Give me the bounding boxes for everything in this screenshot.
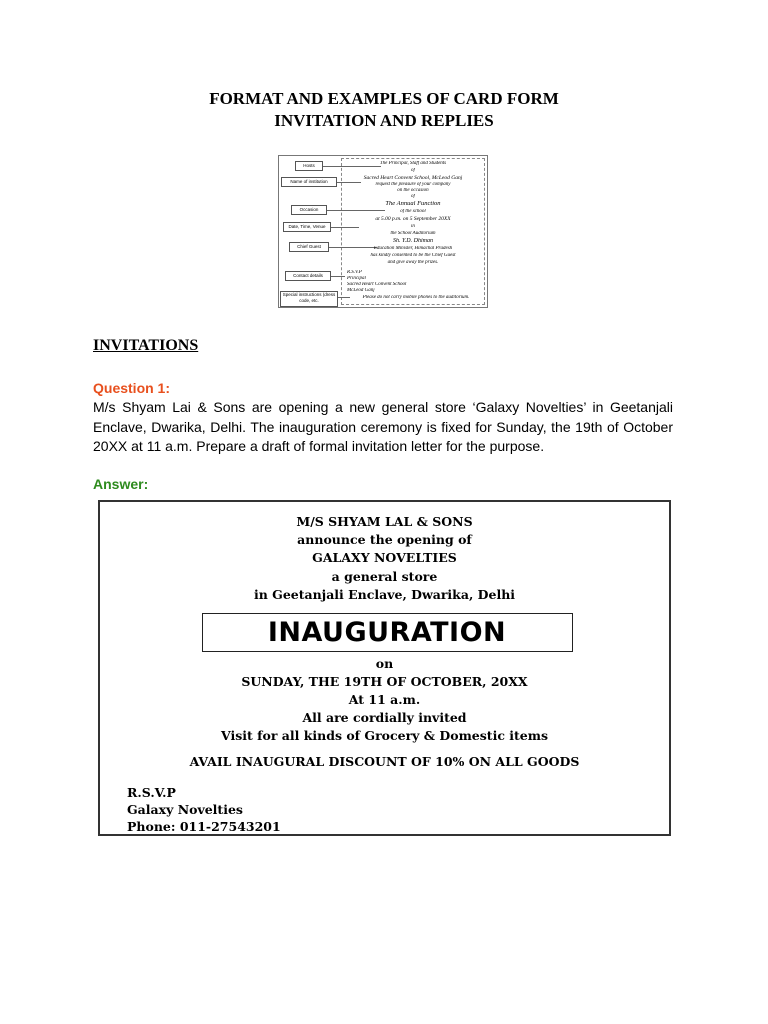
card-date: SUNDAY, THE 19TH OF OCTOBER, 20XX — [241, 674, 528, 689]
diagram-rsvp-line: McLeod Ganj — [347, 288, 375, 293]
card-announce-line: announce the opening of — [297, 532, 472, 547]
card-location: in Geetanjali Enclave, Dwarika, Delhi — [253, 587, 516, 602]
card-host-line: M/S SHYAM LAL & SONS — [296, 514, 473, 529]
diagram-card-line: Sacred Heart Convent School, McLeod Ganj — [363, 175, 463, 181]
diagram-note-line: Please do not carry mobile phones to the auditorium. — [362, 295, 470, 300]
page-title-line-1: FORMAT AND EXAMPLES OF CARD FORM — [209, 89, 559, 108]
diagram-label-date-venue: Date, Time, Venue — [283, 222, 331, 232]
invitation-card — [98, 500, 671, 836]
diagram-connector — [331, 276, 345, 277]
diagram-card-line: has kindly consented to be the Chief Guest — [370, 253, 456, 258]
diagram-card-line: the School Auditorium — [390, 231, 436, 236]
card-invite-line: All are cordially invited — [302, 710, 467, 725]
card-discount-line: AVAIL INAUGURAL DISCOUNT OF 10% ON ALL GOODS — [189, 754, 580, 769]
diagram-card-line: at 5.00 p.m. on 5 September 20XX — [375, 216, 451, 222]
diagram-card-line: and give away the prizes. — [387, 260, 439, 265]
question-text: M/s Shyam Lai & Sons are opening a new general store ‘Galaxy Novelties’ in Geetanjali Enclave, Dwarika, Delhi. The inauguration ceremony is fixed for Sunday, the 19th of October 20XX at 11 a.m. Prepare a draft of formal invitation letter for the purpose. — [93, 399, 673, 454]
diagram-card-line: request the pleasure of your company — [375, 182, 451, 187]
diagram-label-occasion: Occasion — [291, 205, 327, 215]
diagram-card-line: in — [411, 224, 415, 229]
diagram-card-line: of the school — [400, 209, 426, 214]
diagram-card-line: of — [411, 168, 415, 173]
card-rsvp-phone: Phone: 011-27543201 — [127, 819, 281, 834]
diagram-label-institution: Name of institution — [281, 177, 337, 187]
diagram-card-line: on the occasion — [397, 188, 429, 193]
diagram-card-line: Education Minister, Himachal Pradesh — [373, 246, 453, 251]
diagram-label-special: Special instructions (dress code, etc. — [280, 291, 338, 307]
page-title-line-2: INVITATION AND REPLIES — [274, 111, 494, 130]
diagram-card-line: Sh. Y.D. Dhiman — [393, 238, 433, 244]
diagram-label-contact: Contact details — [285, 271, 331, 281]
card-rsvp: R.S.V.P — [127, 785, 176, 800]
answer-label: Answer: — [93, 476, 149, 492]
format-diagram — [278, 155, 488, 308]
question-label: Question 1: — [93, 380, 171, 396]
card-store-name: GALAXY NOVELTIES — [312, 550, 457, 565]
diagram-label-hosts: Hosts — [295, 161, 323, 171]
card-visit-line: Visit for all kinds of Grocery & Domestic items — [220, 728, 549, 743]
diagram-rsvp-line: Principal — [347, 276, 366, 281]
diagram-card-line: The Principal, Staff and Students — [379, 161, 447, 166]
section-heading: INVITATIONS — [93, 337, 199, 354]
diagram-card-line: of — [411, 194, 415, 199]
diagram-rsvp-line: Sacred Heart Convent School — [347, 282, 407, 287]
diagram-rsvp-line: R.S.V.P — [347, 270, 362, 275]
card-time: At 11 a.m. — [348, 692, 421, 707]
inauguration-banner-text: INAUGURATION — [267, 617, 507, 648]
card-store-type: a general store — [331, 569, 438, 584]
card-rsvp-store: Galaxy Novelties — [127, 802, 243, 817]
card-on: on — [375, 656, 394, 671]
diagram-card-line: The Annual Function — [385, 201, 441, 207]
inauguration-banner — [202, 613, 573, 652]
diagram-label-chief-guest: Chief Guest — [289, 242, 329, 252]
